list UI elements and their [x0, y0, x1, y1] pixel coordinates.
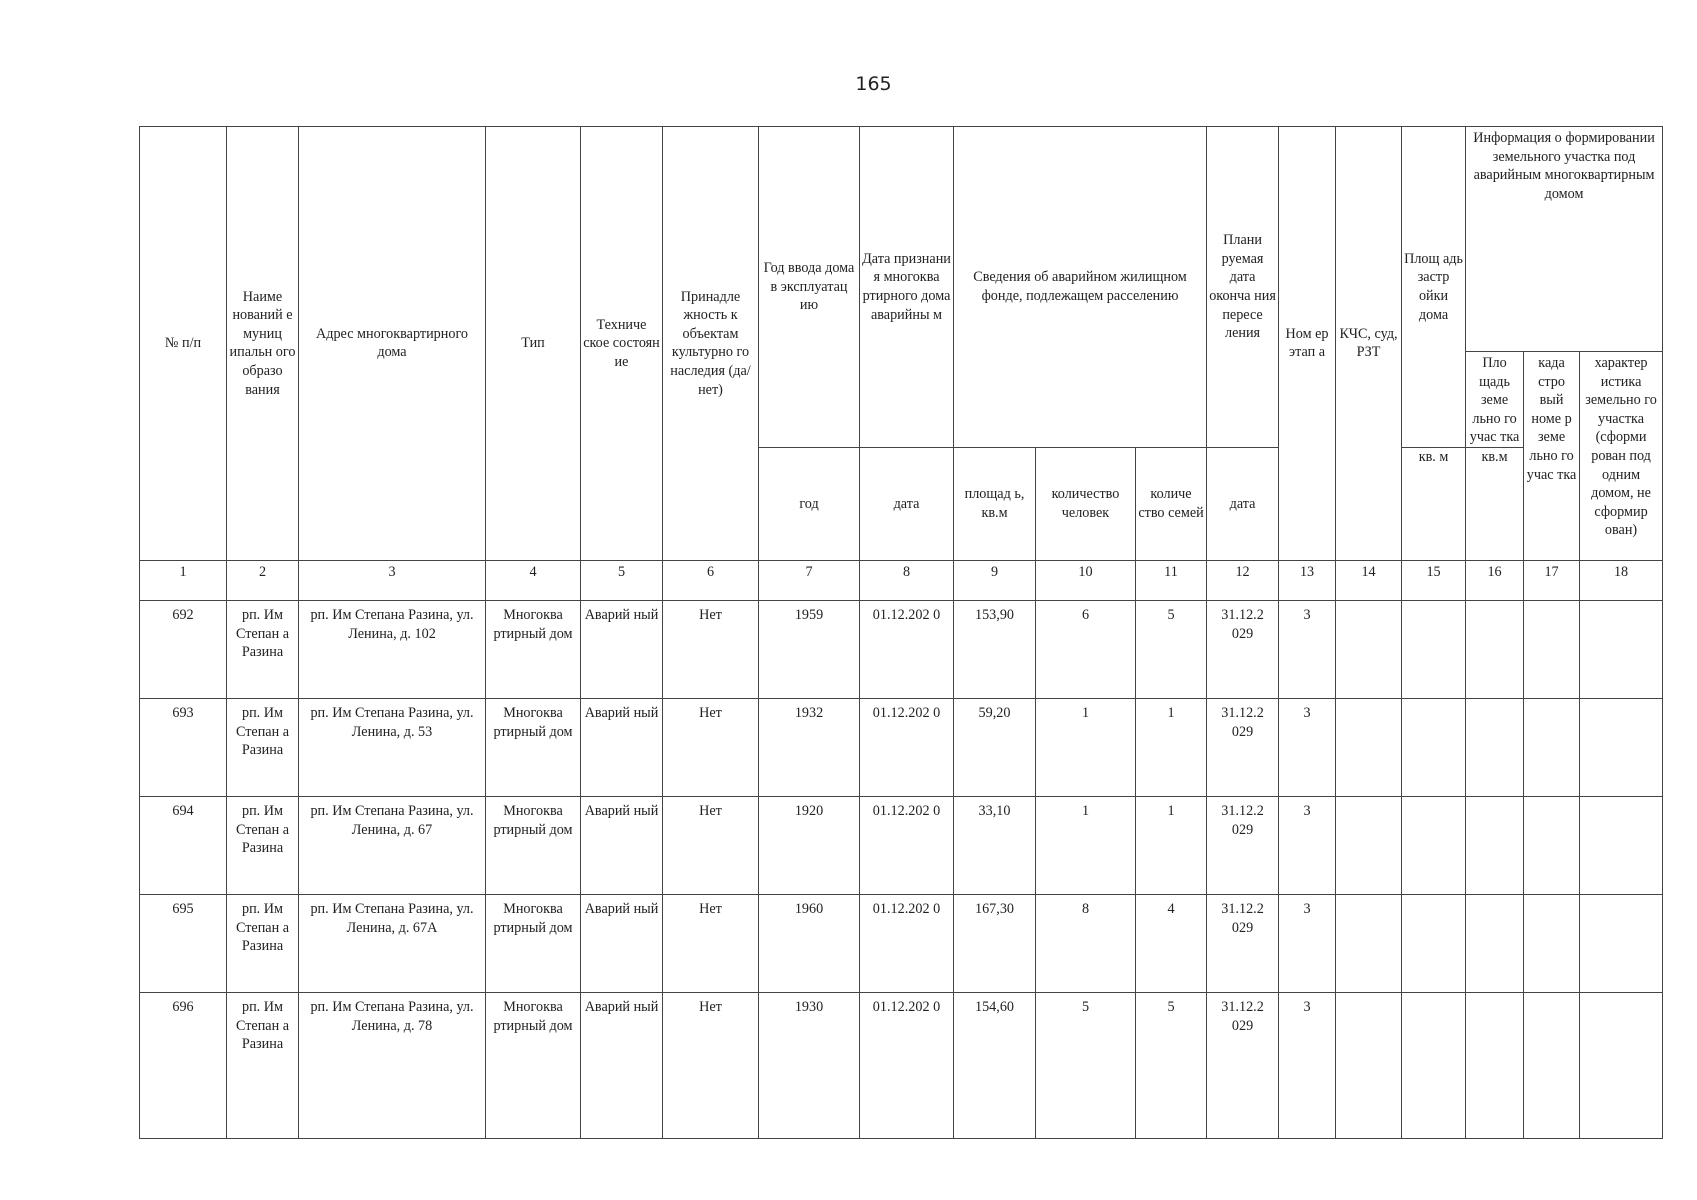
cell-stage: 3 [1279, 894, 1336, 992]
column-number: 3 [299, 560, 486, 600]
cell-type: Многоква ртирный дом [486, 796, 581, 894]
table-row [140, 796, 1663, 894]
cell-people: 6 [1036, 600, 1136, 698]
cell-area: 153,90 [954, 600, 1036, 698]
cell-land-char [1580, 894, 1663, 992]
cell-stage: 3 [1279, 600, 1336, 698]
column-number: 8 [860, 560, 954, 600]
cell-heritage: Нет [663, 698, 759, 796]
header-built-area: Площ адь застр ойки дома [1402, 127, 1466, 448]
column-number: 4 [486, 560, 581, 600]
cell-cadastral [1524, 600, 1580, 698]
cell-area: 167,30 [954, 894, 1036, 992]
column-number: 12 [1207, 560, 1279, 600]
cell-people: 1 [1036, 698, 1136, 796]
cell-condition: Аварий ный [581, 698, 663, 796]
cell-families: 5 [1136, 600, 1207, 698]
cell-resettle-date: 31.12.2 029 [1207, 600, 1279, 698]
cell-municipality: рп. Им Степан а Разина [227, 698, 299, 796]
column-number: 7 [759, 560, 860, 600]
column-number: 6 [663, 560, 759, 600]
cell-condition: Аварий ный [581, 600, 663, 698]
header-year: Год ввода дома в эксплуатац ию [759, 127, 860, 448]
column-number: 16 [1466, 560, 1524, 600]
cell-families: 1 [1136, 796, 1207, 894]
column-number: 18 [1580, 560, 1663, 600]
cell-date-recognized: 01.12.202 0 [860, 600, 954, 698]
cell-resettle-date: 31.12.2 029 [1207, 796, 1279, 894]
header-row-main [140, 127, 1663, 352]
header-heritage: Принадле жность к объектам культурно го наследия (да/нет) [663, 127, 759, 561]
page-number: 165 [855, 73, 892, 95]
column-number: 10 [1036, 560, 1136, 600]
cell-stage: 3 [1279, 698, 1336, 796]
header-kchs: КЧС, суд, РЗТ [1336, 127, 1402, 561]
cell-heritage: Нет [663, 600, 759, 698]
column-number: 1 [140, 560, 227, 600]
cell-condition: Аварий ный [581, 796, 663, 894]
cell-built-area [1402, 992, 1466, 1138]
cell-resettle-date: 31.12.2 029 [1207, 698, 1279, 796]
header-condition: Техниче ское состоян ие [581, 127, 663, 561]
subheader-families: количе ство семей [1136, 447, 1207, 560]
cell-built-area [1402, 698, 1466, 796]
header-date-recognized: Дата признани я многоква ртирного дома аварийны м [860, 127, 954, 448]
cell-date-recognized: 01.12.202 0 [860, 796, 954, 894]
cell-kchs [1336, 600, 1402, 698]
cell-type: Многоква ртирный дом [486, 600, 581, 698]
cell-land-char [1580, 796, 1663, 894]
column-number: 13 [1279, 560, 1336, 600]
cell-land-area [1466, 796, 1524, 894]
cell-num: 696 [140, 992, 227, 1138]
cell-num: 692 [140, 600, 227, 698]
cell-type: Многоква ртирный дом [486, 992, 581, 1138]
header-address: Адрес многоквартирного дома [299, 127, 486, 561]
header-land-area: Пло щадь земе льно го учас тка [1466, 352, 1524, 448]
cell-cadastral [1524, 796, 1580, 894]
column-number: 14 [1336, 560, 1402, 600]
table-row [140, 894, 1663, 992]
cell-land-char [1580, 698, 1663, 796]
cell-num: 693 [140, 698, 227, 796]
cell-address: рп. Им Степана Разина, ул. Ленина, д. 53 [299, 698, 486, 796]
cell-condition: Аварий ный [581, 992, 663, 1138]
cell-num: 695 [140, 894, 227, 992]
cell-land-area [1466, 600, 1524, 698]
table-row [140, 600, 1663, 698]
cell-cadastral [1524, 992, 1580, 1138]
cell-municipality: рп. Им Степан а Разина [227, 992, 299, 1138]
cell-municipality: рп. Им Степан а Разина [227, 796, 299, 894]
subheader-built-area-unit: кв. м [1402, 447, 1466, 560]
cell-type: Многоква ртирный дом [486, 894, 581, 992]
cell-municipality: рп. Им Степан а Разина [227, 600, 299, 698]
cell-year: 1960 [759, 894, 860, 992]
cell-families: 1 [1136, 698, 1207, 796]
cell-resettle-date: 31.12.2 029 [1207, 992, 1279, 1138]
cell-area: 59,20 [954, 698, 1036, 796]
cell-date-recognized: 01.12.202 0 [860, 894, 954, 992]
cell-land-char [1580, 600, 1663, 698]
cell-condition: Аварий ный [581, 894, 663, 992]
cell-heritage: Нет [663, 992, 759, 1138]
cell-year: 1930 [759, 992, 860, 1138]
cell-area: 33,10 [954, 796, 1036, 894]
subheader-year: год [759, 447, 860, 560]
cell-area: 154,60 [954, 992, 1036, 1138]
header-num: № п/п [140, 127, 227, 561]
column-number: 15 [1402, 560, 1466, 600]
cell-date-recognized: 01.12.202 0 [860, 698, 954, 796]
cell-stage: 3 [1279, 796, 1336, 894]
cell-num: 694 [140, 796, 227, 894]
header-cadastral: када стро вый номе р земе льно го учас тка [1524, 352, 1580, 561]
cell-built-area [1402, 894, 1466, 992]
cell-land-area [1466, 894, 1524, 992]
cell-built-area [1402, 796, 1466, 894]
cell-built-area [1402, 600, 1466, 698]
cell-year: 1959 [759, 600, 860, 698]
cell-people: 8 [1036, 894, 1136, 992]
header-land-info-group: Информация о формировании земельного участка под аварийным многоквартирным домом [1466, 127, 1663, 352]
header-stage: Ном ер этап а [1279, 127, 1336, 561]
cell-address: рп. Им Степана Разина, ул. Ленина, д. 67 [299, 796, 486, 894]
cell-address: рп. Им Степана Разина, ул. Ленина, д. 67А [299, 894, 486, 992]
cell-kchs [1336, 992, 1402, 1138]
cell-type: Многоква ртирный дом [486, 698, 581, 796]
cell-land-area [1466, 698, 1524, 796]
subheader-resettle-date: дата [1207, 447, 1279, 560]
column-number: 5 [581, 560, 663, 600]
cell-stage: 3 [1279, 992, 1336, 1138]
cell-address: рп. Им Степана Разина, ул. Ленина, д. 78 [299, 992, 486, 1138]
cell-cadastral [1524, 894, 1580, 992]
subheader-land-area-unit: кв.м [1466, 447, 1524, 560]
cell-kchs [1336, 796, 1402, 894]
header-type: Тип [486, 127, 581, 561]
cell-year: 1920 [759, 796, 860, 894]
column-number: 2 [227, 560, 299, 600]
subheader-date: дата [860, 447, 954, 560]
cell-address: рп. Им Степана Разина, ул. Ленина, д. 102 [299, 600, 486, 698]
cell-heritage: Нет [663, 894, 759, 992]
cell-resettle-date: 31.12.2 029 [1207, 894, 1279, 992]
cell-cadastral [1524, 698, 1580, 796]
cell-kchs [1336, 894, 1402, 992]
header-municipality: Наиме нований е муниц ипальн ого образо вания [227, 127, 299, 561]
cell-families: 4 [1136, 894, 1207, 992]
subheader-area: площад ь, кв.м [954, 447, 1036, 560]
table-row [140, 992, 1663, 1138]
cell-kchs [1336, 698, 1402, 796]
column-number: 9 [954, 560, 1036, 600]
header-land-char: характер истика земельно го участка (сформи рован под одним домом, не сформир ован) [1580, 352, 1663, 561]
cell-date-recognized: 01.12.202 0 [860, 992, 954, 1138]
column-number: 11 [1136, 560, 1207, 600]
cell-families: 5 [1136, 992, 1207, 1138]
subheader-people: количество человек [1036, 447, 1136, 560]
cell-land-char [1580, 992, 1663, 1138]
column-numbers-row [140, 560, 1663, 600]
cell-year: 1932 [759, 698, 860, 796]
header-housing-group: Сведения об аварийном жилищном фонде, подлежащем расселению [954, 127, 1207, 448]
column-number: 17 [1524, 560, 1580, 600]
cell-people: 1 [1036, 796, 1136, 894]
header-resettle-date: Плани руемая дата оконча ния пересе ления [1207, 127, 1279, 448]
cell-heritage: Нет [663, 796, 759, 894]
emergency-housing-table [139, 126, 1663, 1139]
cell-land-area [1466, 992, 1524, 1138]
cell-municipality: рп. Им Степан а Разина [227, 894, 299, 992]
cell-people: 5 [1036, 992, 1136, 1138]
table-row [140, 698, 1663, 796]
